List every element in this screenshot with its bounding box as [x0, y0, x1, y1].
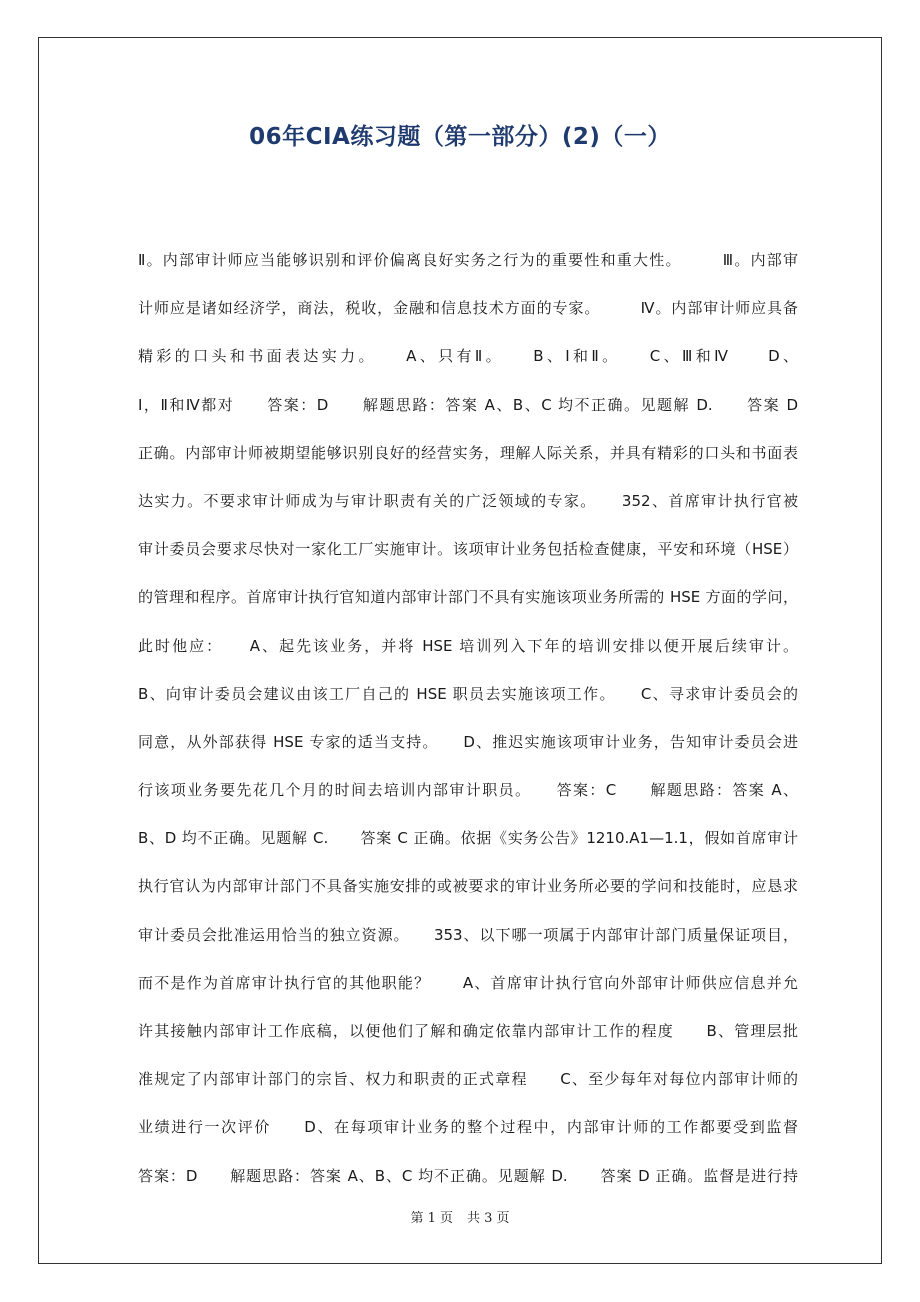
- body-line: B、D 均不正确。见题解 C. 答案 C 正确。依据《实务公告》1210.A1—1.1，假如首席审计: [138, 829, 798, 848]
- page-footer: [0, 1207, 920, 1226]
- page-number: 第 1 页: [410, 1211, 453, 1226]
- body-line: 计师应是诸如经济学，商法，税收，金融和信息技术方面的专家。 Ⅳ。内部审计师应具备: [138, 299, 798, 318]
- body-line: 的管理和程序。首席审计执行官知道内部审计部门不具有实施该项业务所需的 HSE 方面的学问，: [138, 588, 798, 607]
- body-line: 正确。内部审计师被期望能够识别良好的经营实务，理解人际关系，并具有精彩的口头和书面表: [138, 443, 798, 462]
- body-line: 业绩进行一次评价 D、在每项审计业务的整个过程中，内部审计师的工作都要受到监督: [138, 1118, 798, 1137]
- body-line: 答案：D 解题思路：答案 A、B、C 均不正确。见题解 D. 答案 D 正确。监督是进行持: [138, 1166, 798, 1185]
- body-line: 行该项业务要先花几个月的时间去培训内部审计职员。 答案：C 解题思路：答案 A、: [138, 781, 798, 800]
- body-line: 审计委员会批准运用恰当的独立资源。 353、以下哪一项属于内部审计部门质量保证项目，: [138, 925, 798, 944]
- body-line: B、向审计委员会建议由该工厂自己的 HSE 职员去实施该项工作。 C、寻求审计委员会的: [138, 684, 798, 703]
- body-line: 准规定了内部审计部门的宗旨、权力和职责的正式章程 C、至少每年对每位内部审计师的: [138, 1070, 798, 1089]
- body-line: Ⅱ。内部审计师应当能够识别和评价偏离良好实务之行为的重要性和重大性。 Ⅲ。内部审: [138, 251, 798, 269]
- body-line: 达实力。不要求审计师成为与审计职责有关的广泛领域的专家。 352、首席审计执行官被: [138, 491, 798, 510]
- body-line: 此时他应： A、起先该业务，并将 HSE 培训列入下年的培训安排以便开展后续审计。: [138, 636, 798, 655]
- body-line: 精彩的口头和书面表达实力。 A、只有Ⅱ。 B、Ⅰ和Ⅱ。 C、Ⅲ和Ⅳ D、: [138, 347, 798, 366]
- body-line: 许其接触内部审计工作底稿，以便他们了解和确定依靠内部审计工作的程度 B、管理层批: [138, 1022, 798, 1040]
- body-line: Ⅰ，Ⅱ和Ⅳ都对 答案：D 解题思路：答案 A、B、C 均不正确。见题解 D. 答案 D: [138, 395, 798, 414]
- body-line: 审计委员会要求尽快对一家化工厂实施审计。该项审计业务包括检查健康，平安和环境（HSE）: [138, 540, 798, 559]
- body-line: 而不是作为首席审计执行官的其他职能？ A、首席审计执行官向外部审计师供应信息并允: [138, 973, 798, 992]
- body-line: 执行官认为内部审计部门不具备实施安排的或被要求的审计业务所必要的学问和技能时，应恳求: [138, 877, 798, 896]
- page-total: 共 3 页: [467, 1211, 510, 1226]
- document-body: [138, 236, 798, 1200]
- document-title: 06年CIA练习题（第一部分）(2)（一）: [249, 124, 671, 150]
- body-line: 同意，从外部获得 HSE 专家的适当支持。 D、推迟实施该项审计业务，告知审计委员会进: [138, 732, 798, 751]
